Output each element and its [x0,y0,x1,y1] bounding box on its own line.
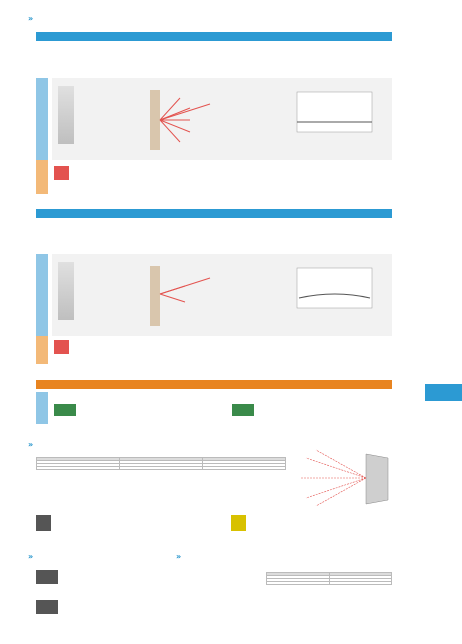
white-badge [54,166,69,180]
gain-chart-4k [285,266,377,321]
page-number [425,384,462,401]
reflect-diagram-white [150,90,230,150]
layer-illustration-4k [58,262,74,320]
layer-illustration-white [58,86,74,144]
ohp-type-tag [36,600,58,614]
projector-type-tag [36,570,58,584]
gain-table-heading: » [28,440,34,449]
special-tag [54,404,76,416]
table-row [37,467,286,470]
table-row [267,582,392,585]
angle-badge [231,515,246,531]
gain-badge [36,515,51,531]
band-special [36,380,392,389]
band-4k [36,209,392,218]
env-heading: » [176,552,182,561]
gain-table [36,457,286,470]
size-table [266,572,392,585]
side-tag-feature-4k [36,336,48,364]
shortfocus-tag [232,404,254,416]
side-tag-structure-4k [36,254,48,336]
4k-badge [54,340,69,354]
side-tag-feature-white [36,160,48,194]
reflect-diagram-4k [150,266,230,326]
side-tag-special [36,392,48,424]
gain-chart-white [285,90,377,145]
side-tag-structure [36,78,48,160]
viewing-angle-diagram [296,448,392,506]
screen-type-heading: » [28,552,34,561]
section-heading-fabric: » [28,14,34,23]
band-white [36,32,392,41]
